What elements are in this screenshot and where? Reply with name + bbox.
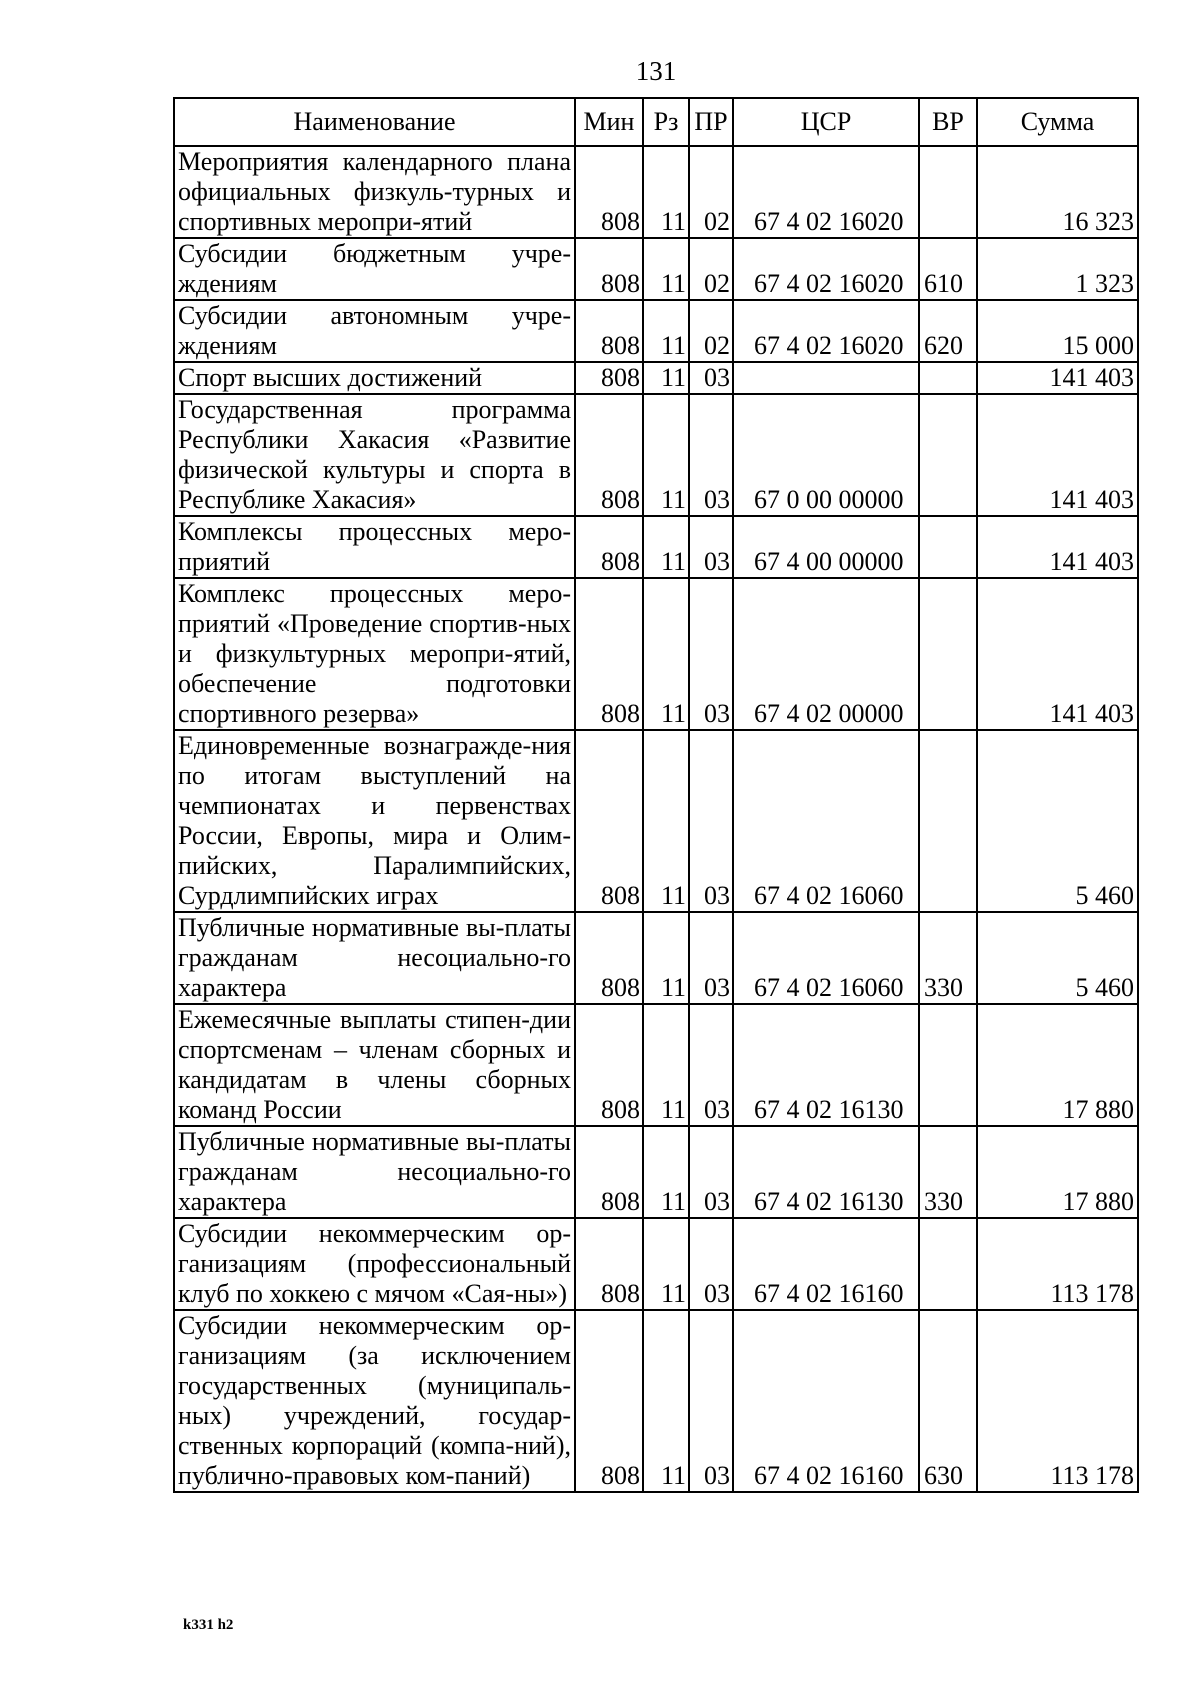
cell-name: Комплексы процессных меро-приятий: [174, 516, 575, 578]
table-row: [174, 1004, 1138, 1126]
cell-rz: 11: [643, 912, 689, 1004]
cell-sum: 113 178: [977, 1218, 1138, 1310]
cell-vr: [919, 1004, 977, 1126]
header-name: Наименование: [174, 98, 575, 146]
cell-csr: 67 4 00 00000: [733, 516, 919, 578]
cell-vr: 630: [919, 1310, 977, 1492]
cell-vr: [919, 1218, 977, 1310]
table-row: [174, 730, 1138, 912]
cell-min: 808: [575, 578, 643, 730]
cell-min: 808: [575, 1126, 643, 1218]
cell-name: Субсидии автономным учре-ждениям: [174, 300, 575, 362]
table-row: [174, 238, 1138, 300]
page-number: 131: [635, 56, 677, 86]
cell-sum: 5 460: [977, 912, 1138, 1004]
cell-name: Публичные нормативные вы-платы гражданам несоциально-го характера: [174, 912, 575, 1004]
header-rz: Рз: [643, 98, 689, 146]
cell-pr: 03: [689, 1004, 733, 1126]
cell-csr: 67 4 02 16060: [733, 730, 919, 912]
cell-min: 808: [575, 1218, 643, 1310]
cell-vr: 610: [919, 238, 977, 300]
table-row: [174, 1126, 1138, 1218]
cell-min: 808: [575, 146, 643, 238]
cell-min: 808: [575, 362, 643, 394]
cell-min: 808: [575, 1004, 643, 1126]
cell-pr: 02: [689, 146, 733, 238]
cell-csr: 67 4 02 16130: [733, 1126, 919, 1218]
cell-vr: [919, 146, 977, 238]
header-csr: ЦСР: [733, 98, 919, 146]
table-row: [174, 1310, 1138, 1492]
cell-pr: 02: [689, 300, 733, 362]
cell-vr: [919, 730, 977, 912]
cell-name: Единовременные вознагражде-ния по итогам выступлений на чемпионатах и первенствах России, Европы, мира и Олим-пийских, Паралимпийских, Сурдлимпийских играх: [174, 730, 575, 912]
cell-vr: 620: [919, 300, 977, 362]
cell-rz: 11: [643, 730, 689, 912]
cell-name: Мероприятия календарного плана официальных физкуль-турных и спортивных меропри-ятий: [174, 146, 575, 238]
footer-code: k331 h2: [183, 1617, 234, 1633]
cell-min: 808: [575, 516, 643, 578]
cell-pr: 02: [689, 238, 733, 300]
cell-vr: [919, 394, 977, 516]
cell-pr: 03: [689, 516, 733, 578]
cell-rz: 11: [643, 1310, 689, 1492]
cell-csr: 67 4 02 16020: [733, 146, 919, 238]
cell-name: Спорт высших достижений: [174, 362, 575, 394]
cell-sum: 141 403: [977, 516, 1138, 578]
cell-name: Субсидии бюджетным учре-ждениям: [174, 238, 575, 300]
header-sum: Сумма: [977, 98, 1138, 146]
table-row: [174, 912, 1138, 1004]
cell-sum: 16 323: [977, 146, 1138, 238]
cell-vr: 330: [919, 1126, 977, 1218]
table-row: [174, 578, 1138, 730]
cell-csr: 67 4 02 16020: [733, 238, 919, 300]
table-row: [174, 1218, 1138, 1310]
cell-rz: 11: [643, 516, 689, 578]
cell-pr: 03: [689, 394, 733, 516]
cell-csr: 67 4 02 16060: [733, 912, 919, 1004]
cell-sum: 141 403: [977, 394, 1138, 516]
cell-csr: 67 4 02 16160: [733, 1310, 919, 1492]
cell-rz: 11: [643, 146, 689, 238]
cell-csr: 67 0 00 00000: [733, 394, 919, 516]
table-row: [174, 516, 1138, 578]
cell-pr: 03: [689, 1126, 733, 1218]
cell-vr: [919, 578, 977, 730]
header-vr: ВР: [919, 98, 977, 146]
cell-csr: 67 4 02 00000: [733, 578, 919, 730]
cell-vr: 330: [919, 912, 977, 1004]
cell-csr: 67 4 02 16020: [733, 300, 919, 362]
cell-rz: 11: [643, 1126, 689, 1218]
table-row: [174, 394, 1138, 516]
cell-csr: 67 4 02 16130: [733, 1004, 919, 1126]
cell-pr: 03: [689, 362, 733, 394]
header-min: Мин: [575, 98, 643, 146]
cell-name: Субсидии некоммерческим ор-ганизациям (профессиональный клуб по хоккею с мячом «Сая-ны»): [174, 1218, 575, 1310]
cell-pr: 03: [689, 730, 733, 912]
cell-sum: 141 403: [977, 578, 1138, 730]
cell-rz: 11: [643, 238, 689, 300]
cell-sum: 17 880: [977, 1004, 1138, 1126]
cell-name: Публичные нормативные вы-платы гражданам несоциально-го характера: [174, 1126, 575, 1218]
cell-rz: 11: [643, 1218, 689, 1310]
cell-min: 808: [575, 912, 643, 1004]
cell-csr: [733, 362, 919, 394]
cell-sum: 1 323: [977, 238, 1138, 300]
cell-name: Государственная программа Республики Хакасия «Развитие физической культуры и спорта в Республике Хакасия»: [174, 394, 575, 516]
table-body: [174, 146, 1138, 1492]
table-row: [174, 362, 1138, 394]
cell-min: 808: [575, 238, 643, 300]
cell-sum: 5 460: [977, 730, 1138, 912]
cell-sum: 141 403: [977, 362, 1138, 394]
cell-min: 808: [575, 300, 643, 362]
cell-name: Субсидии некоммерческим ор-ганизациям (за исключением государственных (муниципаль-ных) учреждений, государ-ственных корпораций (компа-ний), публично-правовых ком-паний): [174, 1310, 575, 1492]
cell-rz: 11: [643, 394, 689, 516]
cell-sum: 15 000: [977, 300, 1138, 362]
cell-pr: 03: [689, 1310, 733, 1492]
cell-vr: [919, 362, 977, 394]
cell-rz: 11: [643, 300, 689, 362]
cell-rz: 11: [643, 1004, 689, 1126]
cell-vr: [919, 516, 977, 578]
cell-name: Комплекс процессных меро-приятий «Проведение спортив-ных и физкультурных меропри-ятий, обеспечение подготовки спортивного резерва»: [174, 578, 575, 730]
table-row: [174, 300, 1138, 362]
cell-min: 808: [575, 394, 643, 516]
table-header-row: [174, 98, 1138, 146]
budget-table: [173, 97, 1139, 1493]
cell-min: 808: [575, 730, 643, 912]
cell-csr: 67 4 02 16160: [733, 1218, 919, 1310]
cell-pr: 03: [689, 912, 733, 1004]
table-row: [174, 146, 1138, 238]
cell-pr: 03: [689, 578, 733, 730]
cell-rz: 11: [643, 578, 689, 730]
cell-rz: 11: [643, 362, 689, 394]
header-pr: ПР: [689, 98, 733, 146]
cell-pr: 03: [689, 1218, 733, 1310]
cell-name: Ежемесячные выплаты стипен-дии спортсменам – членам сборных и кандидатам в члены сборных команд России: [174, 1004, 575, 1126]
cell-min: 808: [575, 1310, 643, 1492]
cell-sum: 17 880: [977, 1126, 1138, 1218]
cell-sum: 113 178: [977, 1310, 1138, 1492]
